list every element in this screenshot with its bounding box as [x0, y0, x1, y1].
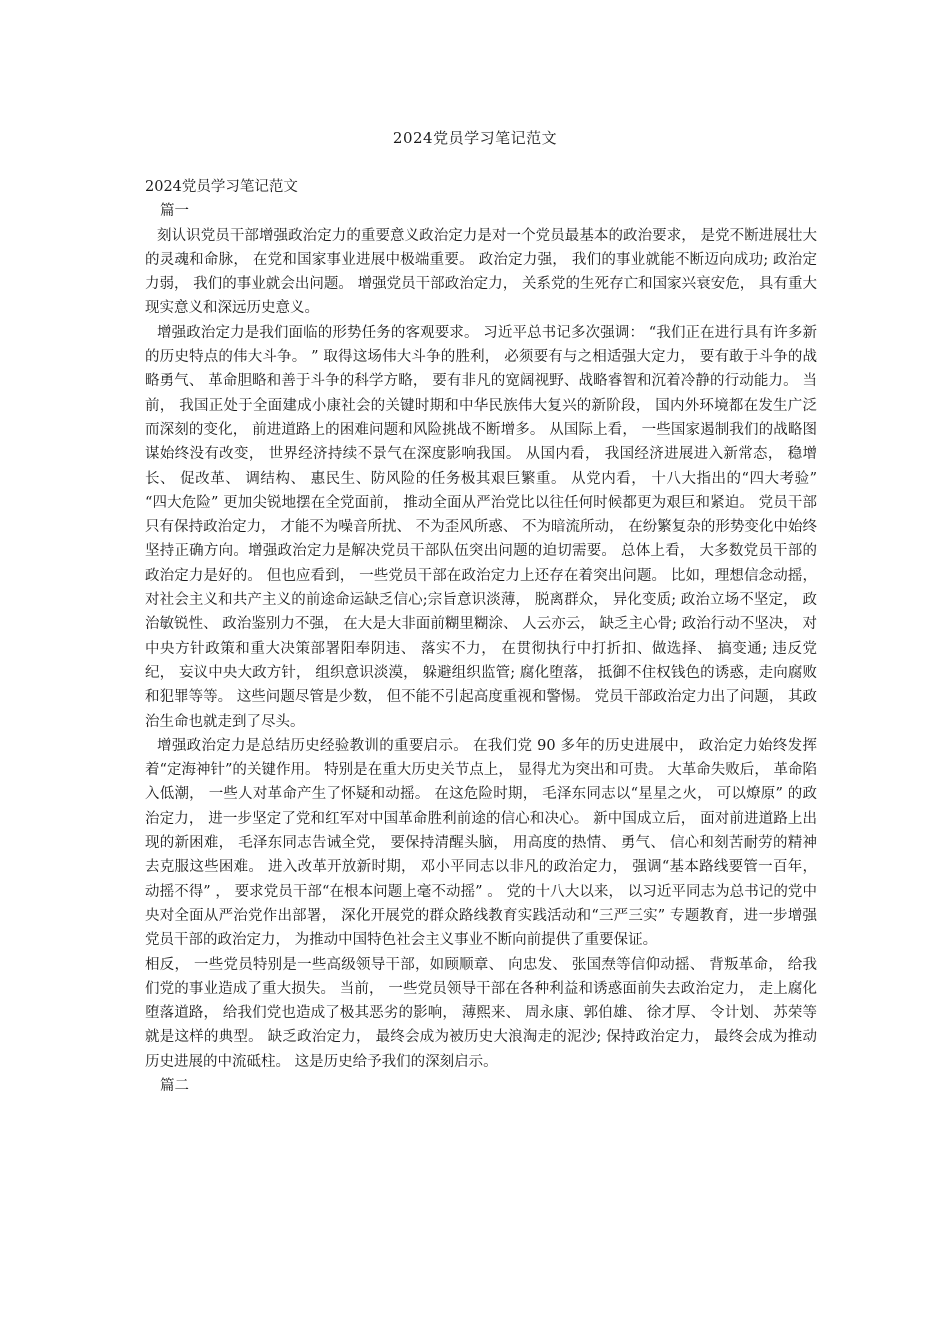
document-title: 2024党员学习笔记范文 — [392, 129, 558, 147]
paragraph: 刻认识党员干部增强政治定力的重要意义政治定力是对一个党员最基本的政治要求， 是党不断进展壮大的灵魂和命脉， 在党和国家事业进展中极端重要。 政治定力强， 我们的事业就能不断迈向成功; 政治定力弱， 我们的事业就会出问题。 增强党员干部政治定力， 关系党的生死存亡和国家兴衰安危， 具有重大现实意义和深远历史意义。 — [145, 227, 817, 317]
section-heading-1: 篇一 — [160, 203, 189, 220]
document-body — [145, 175, 817, 1098]
document-subtitle: 2024党员学习笔记范文 — [145, 179, 298, 195]
paragraph: 增强政治定力是我们面临的形势任务的客观要求。 习近平总书记多次强调： “我们正在进行具有许多新的历史特点的伟大斗争。 ” 取得这场伟大斗争的胜利， 必须要有与之相适强大定力， 要有敢于斗争的战略勇气、 革命胆略和善于斗争的科学方略， 要有非凡的宽阔视野、战略睿智和沉着冷静的行动能力。 当前， 我国正处于全面建成小康社会的关键时期和中华民族伟大复兴的新阶段， 国内外环境都在发生广泛而深刻的变化， 前进道路上的困难问题和风险挑战不断增多。 从国际上看， 一些国家遏制我们的战略图谋始终没有改变， 世界经济持续不景气在深度影响我国。 从国内看， 我国经济进展进入新常态， 稳增长、 促改革、 调结构、 惠民生、防风险的任务极其艰巨繁重。 从党内看， 十八大指出的“四大考验” “四大危险” 更加尖锐地摆在全党面前， 推动全面从严治党比以往任何时候都更为艰巨和紧迫。 党员干部只有保持政治定力， 才能不为噪音所扰、 不为歪风所惑、 不为暗流所动， 在纷繁复杂的形势变化中始终坚持正确方向。增强政治定力是解决党员干部队伍突出问题的迫切需要。 总体上看， 大多数党员干部的政治定力是好的。 但也应看到， 一些党员干部在政治定力上还存在着突出问题。 比如，理想信念动摇， 对社会主义和共产主义的前途命运缺乏信心;宗旨意识淡薄， 脱离群众， 异化变质; 政治立场不坚定， 政治敏锐性、 政治鉴别力不强， 在大是大非面前糊里糊涂、 人云亦云， 缺乏主心骨; 政治行动不坚决， 对中央方针政策和重大决策部署阳奉阴违、 落实不力， 在贯彻执行中打折扣、做选择、 搞变通; 违反党纪， 妄议中央大政方针， 组织意识淡漠， 躲避组织监管; 腐化堕落， 抵御不住权钱色的诱惑，走向腐败和犯罪等等。 这些问题尽管是少数， 但不能不引起高度重视和警惕。 党员干部政治定力出了问题， 其政治生命也就走到了尽头。 — [145, 324, 817, 730]
section-heading-2: 篇二 — [160, 1077, 189, 1094]
paragraph: 相反， 一些党员特别是一些高级领导干部，如顾顺章、 向忠发、 张国焘等信仰动摇、 背叛革命， 给我们党的事业造成了重大损失。 当前， 一些党员领导干部在各种利益和诱惑面前失去政治定力， 走上腐化堕落道路， 给我们党也造成了极其恶劣的影响， 薄熙来、 周永康、郭伯雄、 徐才厚、 令计划、 苏荣等就是这样的典型。 缺乏政治定力， 最终会成为被历史大浪淘走的泥沙; 保持政治定力， 最终会成为推动历史进展的中流砥柱。 这是历史给予我们的深刻启示。 — [145, 956, 817, 1070]
paragraph: 增强政治定力是总结历史经验教训的重要启示。 在我们党 90 多年的历史进展中， 政治定力始终发挥着“定海神针”的关键作用。 特别是在重大历史关节点上， 显得尤为突出和可贵。 大革命失败后， 革命陷入低潮， 一些人对革命产生了怀疑和动摇。 在这危险时期， 毛泽东同志以“星星之火， 可以燎原” 的政治定力， 进一步坚定了党和红军对中国革命胜利前途的信心和决心。 新中国成立后， 面对前进道路上出现的新困难， 毛泽东同志告诫全党， 要保持清醒头脑， 用高度的热情、 勇气、 信心和刻苦耐劳的精神去克服这些困难。 进入改革开放新时期， 邓小平同志以非凡的政治定力， 强调“基本路线要管一百年， 动摇不得” ， 要求党员干部“在根本问题上毫不动摇” 。 党的十八大以来， 以习近平同志为总书记的党中央对全面从严治党作出部署， 深化开展党的群众路线教育实践活动和“三严三实” 专题教育，进一步增强党员干部的政治定力， 为推动中国特色社会主义事业不断向前提供了重要保证。 — [145, 737, 817, 949]
